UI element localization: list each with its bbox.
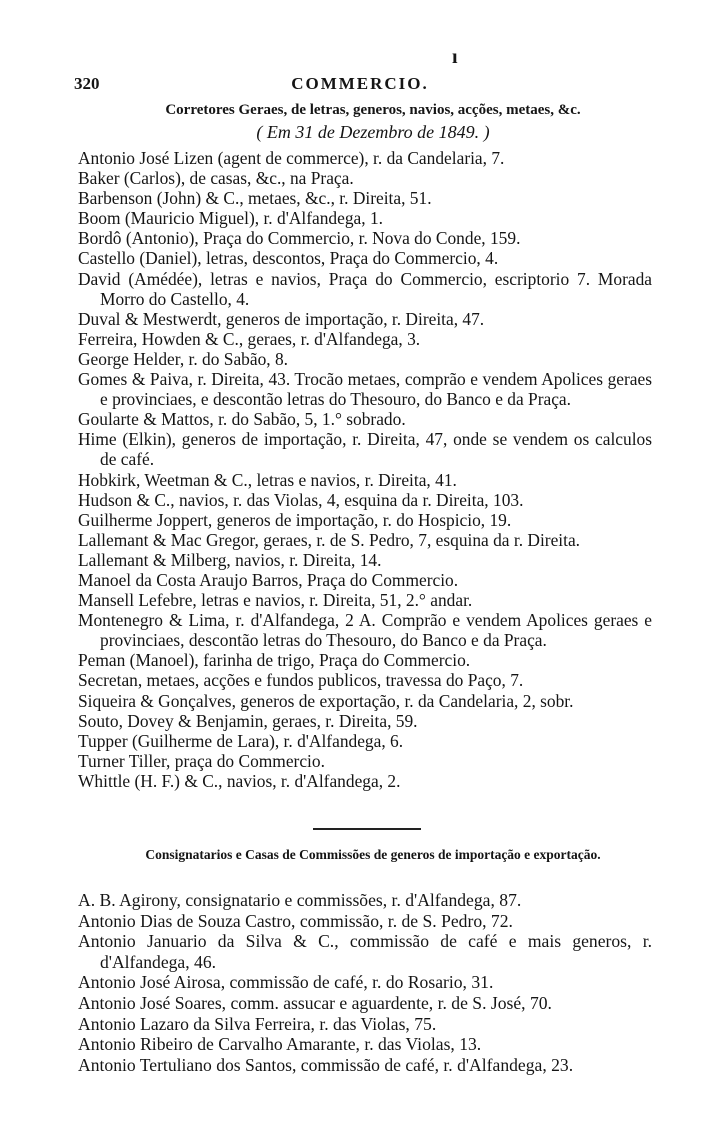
list-item: Antonio Ribeiro de Carvalho Amarante, r. das Violas, 13. [78, 1034, 482, 1055]
list-item: Whittle (H. F.) & C., navios, r. d'Alfandega, 2. [78, 770, 401, 791]
list-item: George Helder, r. do Sabão, 8. [78, 348, 289, 369]
list-item: Guilherme Joppert, generos de importação, r. do Hospicio, 19. [78, 509, 512, 530]
list-item: Antonio Tertuliano dos Santos, commissão de café, r. d'Alfandega, 23. [78, 1054, 574, 1075]
list-item: Lallemant & Mac Gregor, geraes, r. de S. Pedro, 7, esquina da r. Direita. [78, 529, 581, 550]
list-item: Barbenson (John) & C., metaes, &c., r. Direita, 51. [78, 188, 432, 209]
section-title-brokers: Corretores Geraes, de letras, generos, navios, acções, metaes, &c. [165, 102, 581, 118]
list-item: Hudson & C., navios, r. das Violas, 4, esquina da r. Direita, 103. [78, 489, 524, 510]
list-item: Manoel da Costa Araujo Barros, Praça do Commercio. [78, 569, 459, 590]
list-item: Duval & Mestwerdt, generos de importação, r. Direita, 47. [78, 308, 485, 329]
broker-list [78, 148, 652, 791]
top-mark: ı [452, 46, 458, 68]
list-item: Bordô (Antonio), Praça do Commercio, r. Nova do Conde, 159. [78, 228, 521, 249]
list-item: Gomes & Paiva, r. Direita, 43. Trocão metaes, comprão e vendem Apolices geraes e provinciaes, e descontão letras do Thesouro, do Banco e da Praça. [78, 369, 652, 410]
list-item: Secretan, metaes, acções e fundos publicos, travessa do Paço, 7. [78, 670, 524, 691]
list-item: David (Amédée), letras e navios, Praça do Commercio, escriptorio 7. Morada Morro do Castello, 4. [78, 268, 652, 309]
page-number: 320 [74, 74, 100, 93]
section-title-consignees: Consignatarios e Casas de Commissões de generos de importação e exportação. [145, 847, 601, 862]
list-item: A. B. Agirony, consignatario e commissões, r. d'Alfandega, 87. [78, 890, 522, 910]
list-item: Antonio Lazaro da Silva Ferreira, r. das Violas, 75. [78, 1013, 437, 1034]
list-item: Turner Tiller, praça do Commercio. [78, 750, 325, 771]
list-item: Castello (Daniel), letras, descontos, Praça do Commercio, 4. [78, 248, 499, 269]
list-item: Lallemant & Milberg, navios, r. Direita, 14. [78, 549, 382, 570]
list-item: Hime (Elkin), generos de importação, r. Direita, 47, onde se vendem os calculos de café. [78, 429, 652, 470]
list-item: Siqueira & Gonçalves, generos de exportação, r. da Candelaria, 2, sobr. [78, 690, 574, 711]
section-divider [313, 828, 421, 830]
running-title: COMMERCIO. [291, 74, 429, 93]
list-item: Antonio José Airosa, commissão de café, r. do Rosario, 31. [78, 972, 494, 993]
section-date: ( Em 31 de Dezembro de 1849. ) [256, 122, 490, 142]
list-item: Boom (Mauricio Miguel), r. d'Alfandega, 1. [78, 208, 383, 229]
list-item: Hobkirk, Weetman & C., letras e navios, r. Direita, 41. [78, 469, 457, 490]
list-item: Antonio José Soares, comm. assucar e aguardente, r. de S. José, 70. [78, 992, 552, 1013]
list-item: Antonio Dias de Souza Castro, commissão, r. de S. Pedro, 72. [78, 910, 513, 931]
list-item: Goularte & Mattos, r. do Sabão, 5, 1.° sobrado. [78, 409, 406, 430]
list-item: Souto, Dovey & Benjamin, geraes, r. Direita, 59. [78, 710, 418, 731]
list-item: Antonio Januario da Silva & C., commissão de café e mais generos, r. d'Alfandega, 46. [78, 931, 652, 972]
list-item: Ferreira, Howden & C., geraes, r. d'Alfandega, 3. [78, 328, 421, 349]
list-item: Baker (Carlos), de casas, &c., na Praça. [78, 168, 354, 189]
list-item: Tupper (Guilherme de Lara), r. d'Alfandega, 6. [78, 730, 404, 751]
consignee-list [78, 890, 652, 1075]
list-item: Montenegro & Lima, r. d'Alfandega, 2 A. Comprão e vendem Apolices geraes e provinciaes, descontão letras do Thesouro, do Banco e da Praça. [78, 610, 652, 651]
list-item: Antonio José Lizen (agent de commerce), r. da Candelaria, 7. [78, 148, 505, 168]
page-header [74, 74, 646, 96]
list-item: Mansell Lefebre, letras e navios, r. Direita, 51, 2.° andar. [78, 590, 473, 611]
list-item: Peman (Manoel), farinha de trigo, Praça do Commercio. [78, 650, 471, 671]
